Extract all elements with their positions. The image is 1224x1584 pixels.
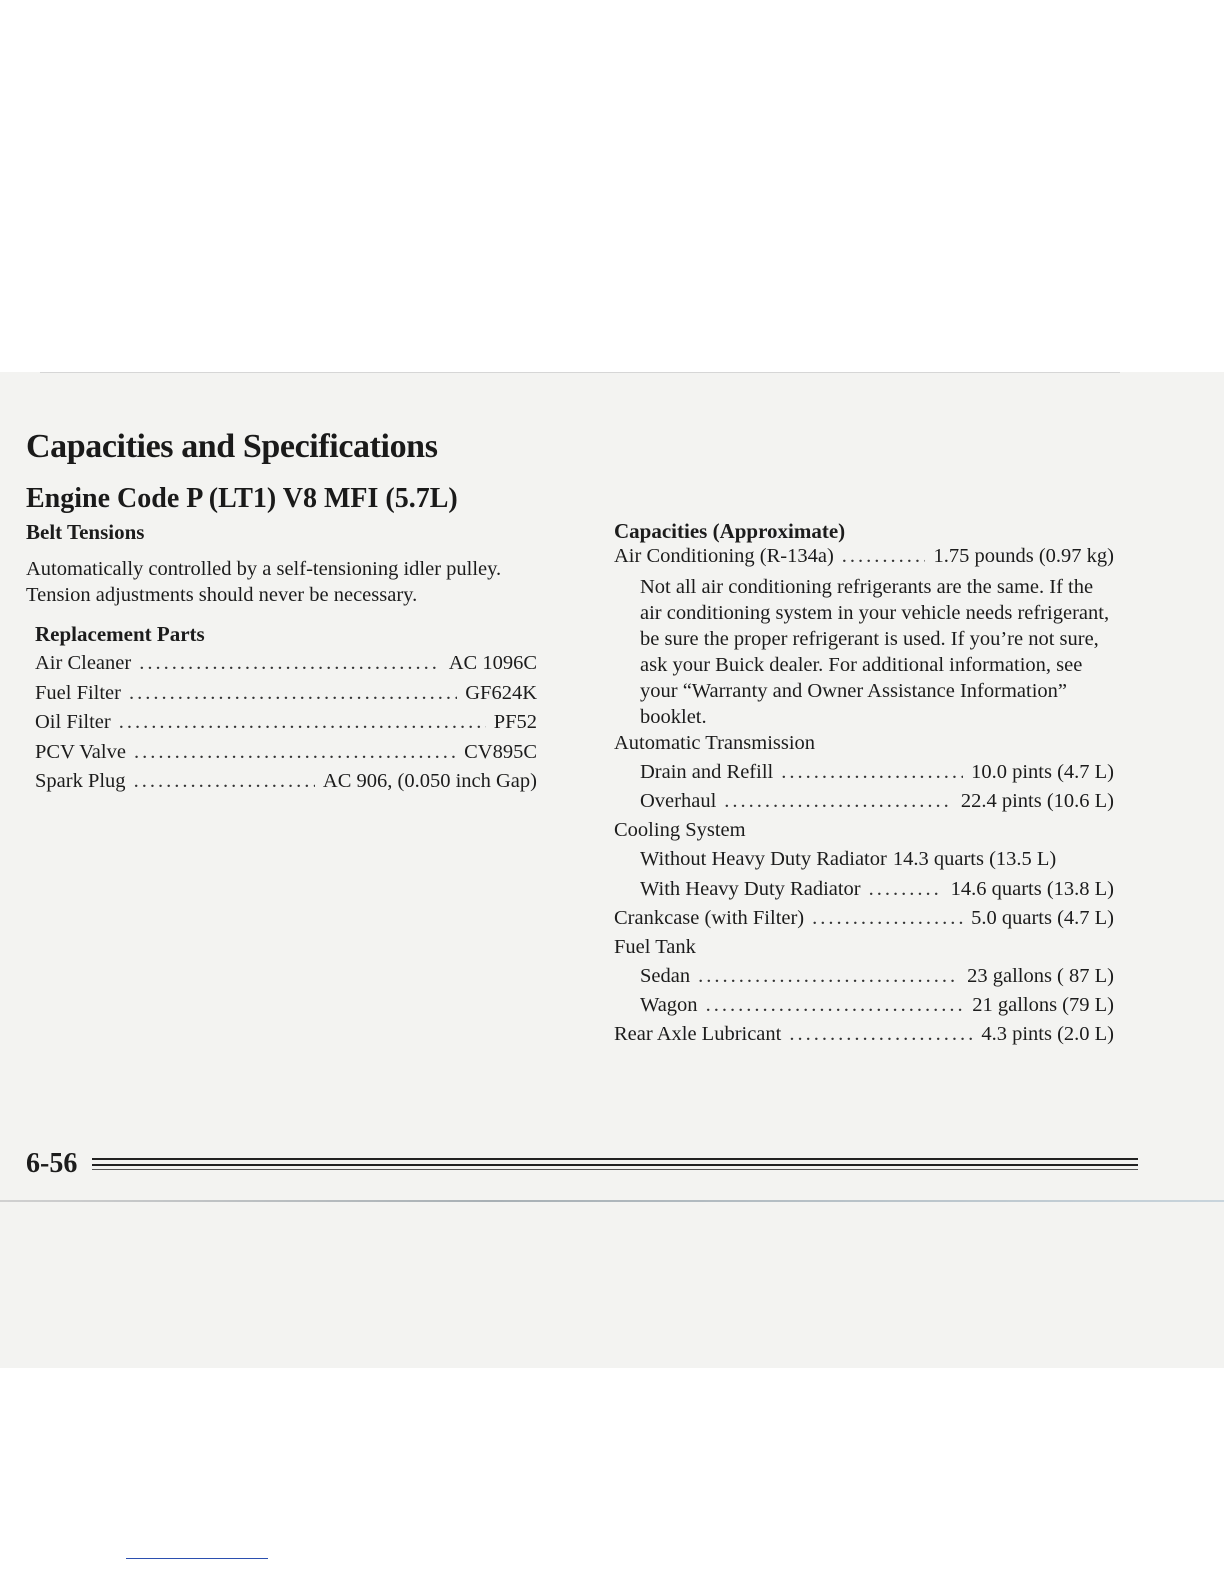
part-value: PF52 [493,711,537,734]
page-number: 6-56 [26,1148,78,1179]
capacity-value: 10.0 pints (4.7 L) [971,761,1114,784]
footer-rule [92,1158,1138,1170]
belt-tensions-text: Automatically controlled by a self-tensioning idler pulley. Tension adjustments should never be necessary. [26,558,502,606]
part-label: PCV Valve [35,740,126,763]
part-label: Air Cleaner [35,652,132,674]
dot-leader [134,741,456,764]
part-row-spark-plug [35,770,537,800]
part-label: Fuel Filter [35,681,121,704]
capacity-value: 14.3 quarts (13.5 L) [892,848,1057,871]
dot-leader [129,682,457,705]
capacity-value: 1.75 pounds (0.97 kg) [933,545,1114,567]
capacity-label: Sedan [640,964,691,987]
capacity-label: Crankcase (with Filter) [614,906,805,929]
part-row-air-cleaner [35,652,537,682]
capacity-value: 23 gallons ( 87 L) [967,964,1114,987]
capacity-row-rear-axle [614,1023,1114,1052]
part-value: AC 1096C [448,652,537,674]
capacity-value: 21 gallons (79 L) [972,993,1114,1016]
refrigerant-note: Not all air conditioning refrigerants are the same. If the air conditioning system in your vehicle needs refrigerant, be sure the proper refrigerant is used. If you’re not sure, ask your Buick dealer. For additional information, see your “Warranty and Owner Assistance Information” booklet. [640,576,1110,729]
capacity-value: 22.4 pints (10.6 L) [960,790,1114,813]
dot-leader [781,761,963,784]
capacity-row-air-conditioning [614,545,1114,574]
engine-title: Engine Code P (LT1) V8 MFI (5.7L) [26,483,458,514]
part-row-fuel-filter [35,682,537,712]
part-value: CV895C [464,740,537,763]
footer-link-underline [126,1558,268,1559]
capacity-label: Rear Axle Lubricant [614,1023,782,1046]
capacity-label: With Heavy Duty Radiator [640,877,861,900]
capacity-label: Air Conditioning (R-134a) [614,545,834,567]
dot-leader [706,994,965,1017]
capacity-row-sedan [614,965,1114,994]
capacity-label: Without Heavy Duty Radiator [640,848,887,871]
capacity-group-cooling: Cooling System [614,819,746,842]
capacity-group-transmission: Automatic Transmission [614,732,816,755]
capacity-row-without-hd-radiator [614,848,1114,877]
dot-leader [698,965,959,988]
part-value: AC 906, (0.050 inch Gap) [322,770,537,793]
capacity-label: Drain and Refill [640,761,774,784]
part-label: Oil Filter [35,711,111,734]
part-row-pcv-valve [35,741,537,771]
capacity-value: 14.6 quarts (13.8 L) [950,877,1114,900]
dot-leader [842,545,926,568]
capacity-value: 4.3 pints (2.0 L) [981,1023,1114,1046]
top-divider [40,372,1120,373]
capacity-row-drain-refill [614,761,1114,790]
dot-leader [119,711,486,734]
part-row-oil-filter [35,711,537,741]
belt-tensions-heading: Belt Tensions [26,520,145,544]
replacement-parts-list [35,652,537,800]
capacity-label: Wagon [640,993,698,1016]
part-label: Spark Plug [35,770,126,793]
capacity-row-wagon [614,994,1114,1023]
capacities-list [614,545,1114,1052]
dot-leader [812,907,963,930]
capacity-row-overhaul [614,790,1114,819]
capacity-value: 5.0 quarts (4.7 L) [971,906,1114,929]
replacement-parts-heading: Replacement Parts [35,622,205,646]
capacity-group-fuel-tank: Fuel Tank [614,935,696,958]
capacity-row-with-hd-radiator [614,878,1114,907]
capacity-label: Overhaul [640,790,717,813]
dot-leader [139,652,441,675]
dot-leader [789,1023,973,1046]
capacities-heading: Capacities (Approximate) [614,519,846,543]
section-title: Capacities and Specifications [26,428,438,465]
dot-leader [134,770,315,793]
dot-leader [724,790,953,813]
dot-leader [869,878,943,901]
lower-divider [0,1200,1224,1202]
part-value: GF624K [465,681,537,704]
capacity-row-crankcase [614,907,1114,936]
